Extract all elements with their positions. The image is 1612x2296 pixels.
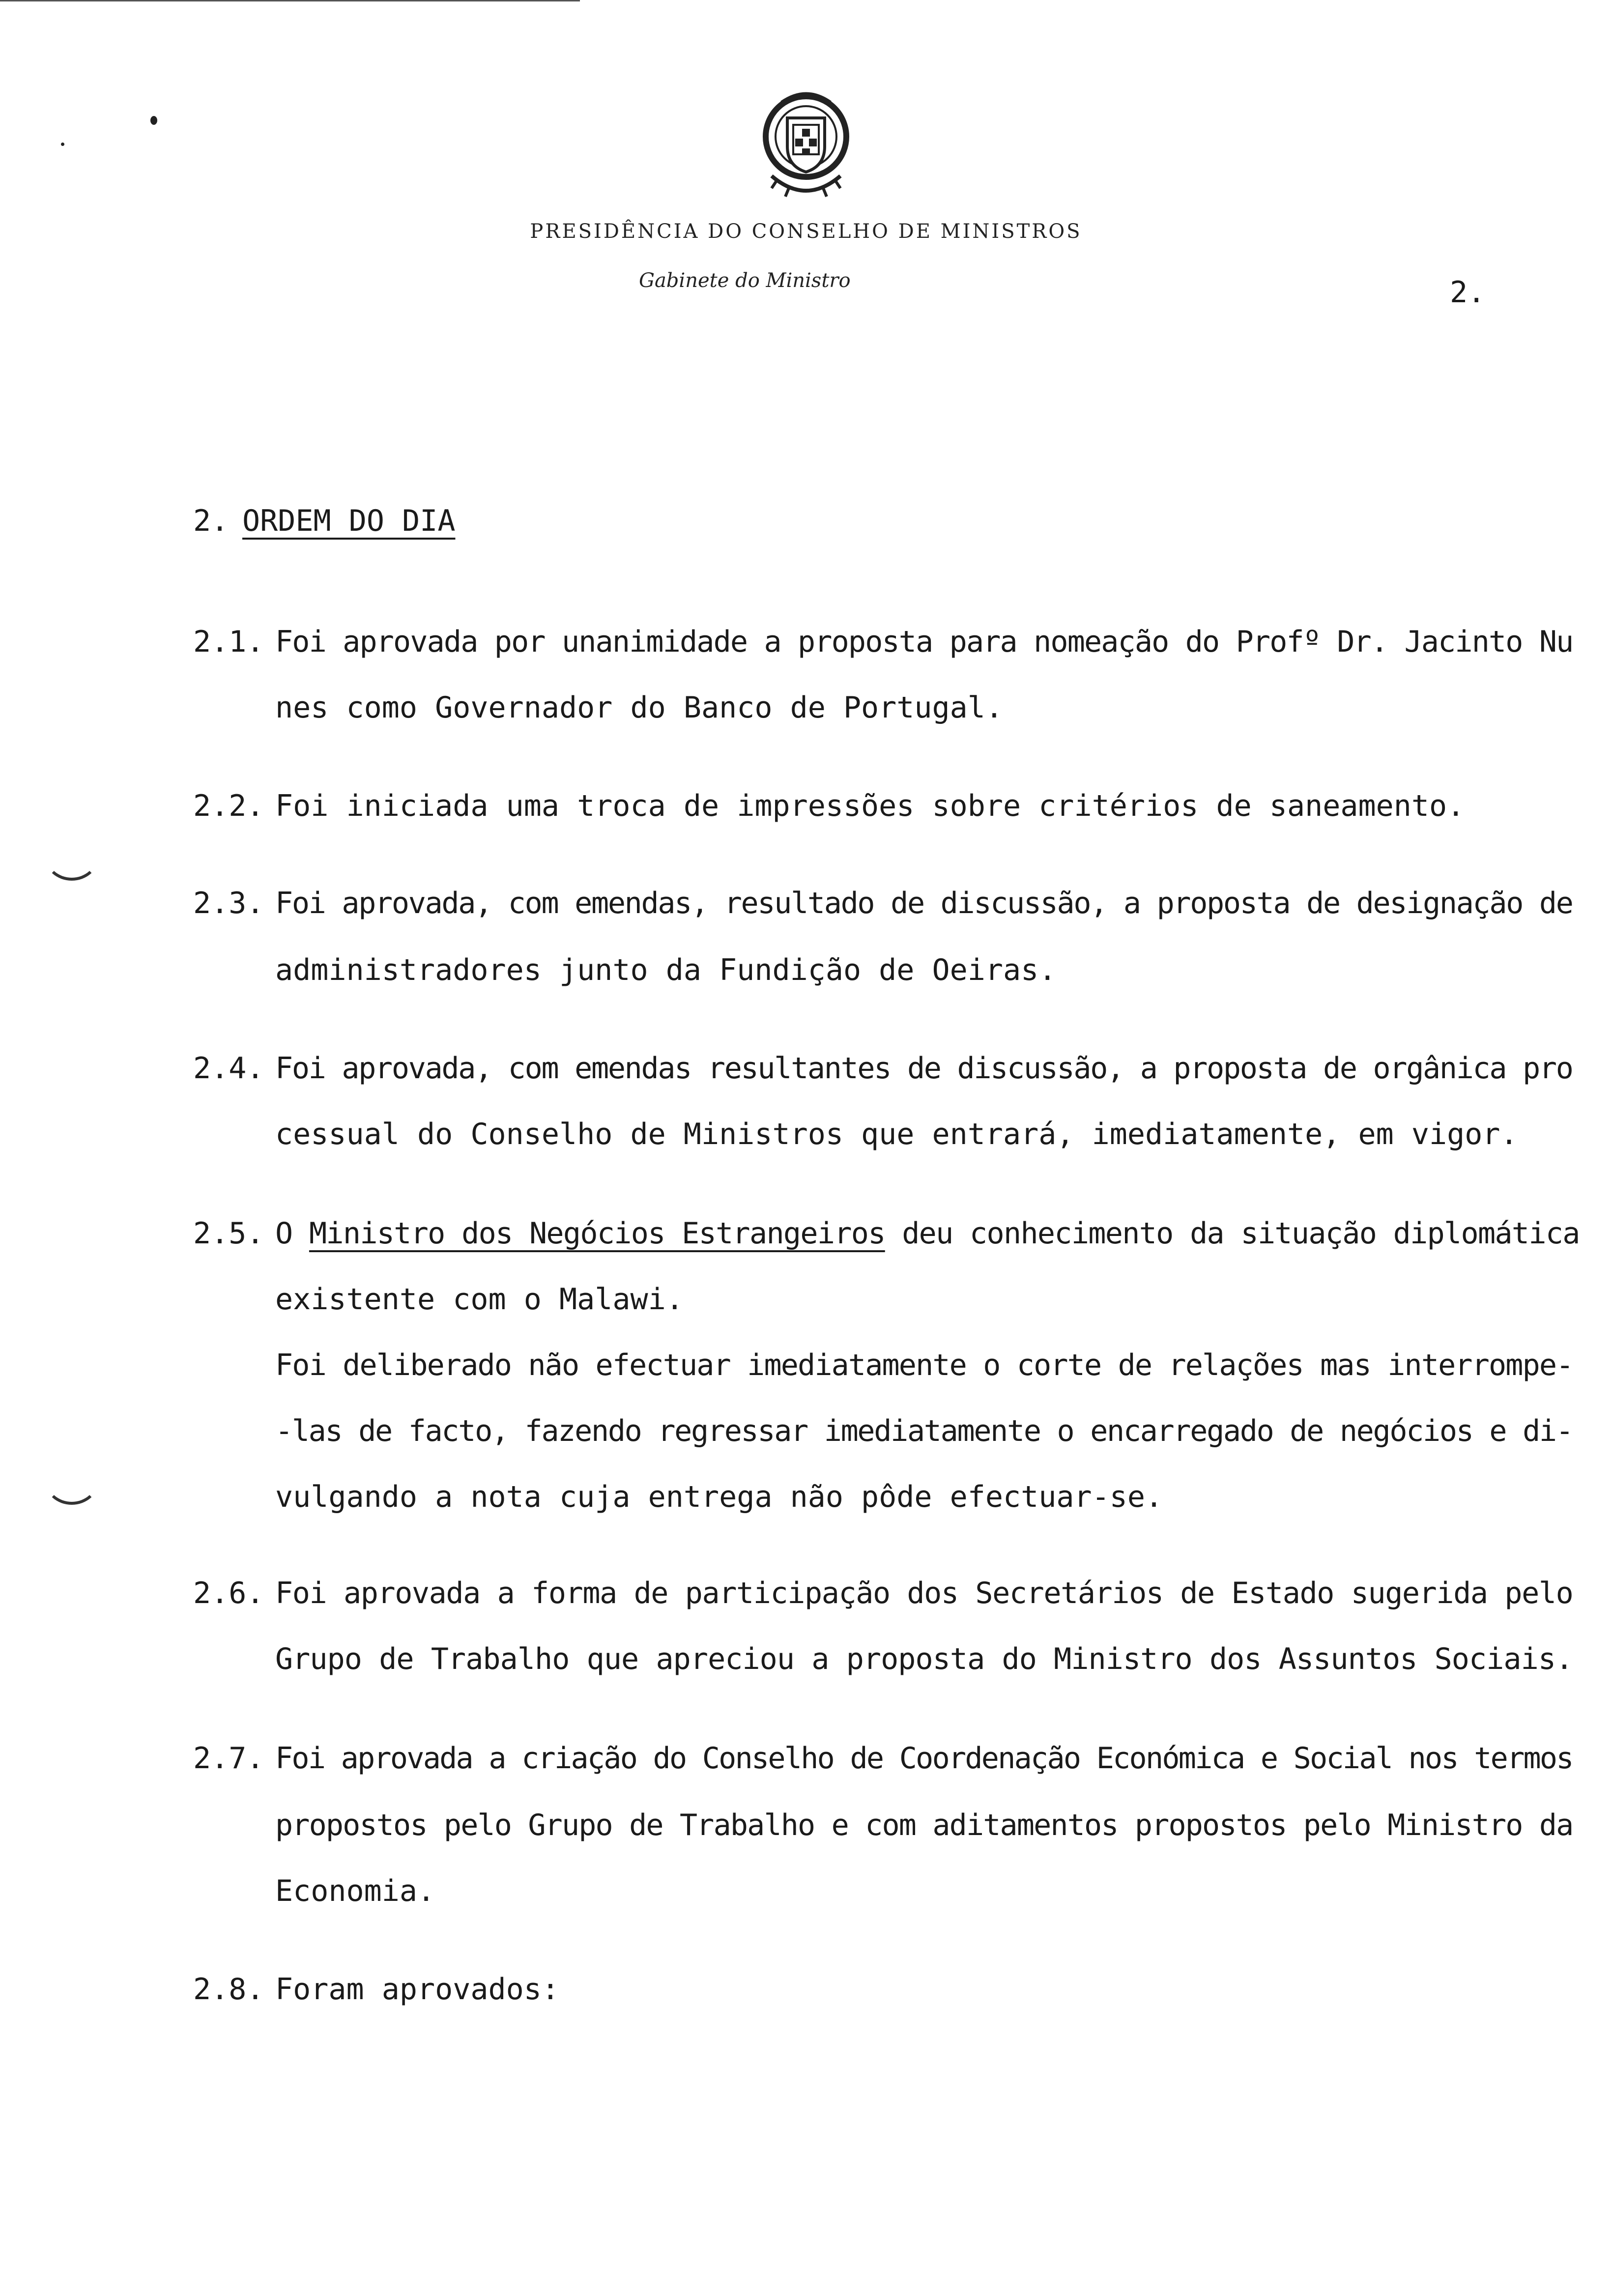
page-number: 2.: [1450, 275, 1486, 310]
item-text-line: [275, 1216, 1580, 1251]
item-text-line: existente com o Malawi.: [275, 1282, 684, 1317]
item-text-line: -las de facto, fazendo regressar imediatamente o encarregado de negócios e di-: [275, 1414, 1573, 1448]
item-text-line: Grupo de Trabalho que apreciou a proposta do Ministro dos Assuntos Sociais.: [275, 1642, 1573, 1676]
item-text-line: Foi iniciada uma troca de impressões sobre critérios de saneamento.: [275, 789, 1465, 823]
item-lead-rest: deu conhecimento da situação diplomática: [902, 1216, 1580, 1251]
item-text-line: Foi aprovada, com emendas, resultado de discussão, a proposta de designação de: [275, 886, 1573, 920]
scan-speck: [150, 116, 157, 125]
item-text-line: Foi aprovada, com emendas resultantes de discussão, a proposta de orgânica pro: [275, 1051, 1573, 1086]
item-text-line: cessual do Conselho de Ministros que entrará, imediatamente, em vigor.: [275, 1117, 1518, 1151]
item-text-line: Foi aprovada a forma de participação dos Secretários de Estado sugerida pelo: [275, 1576, 1573, 1610]
item-number: 2.7.: [193, 1741, 264, 1776]
item-text-line: Foram aprovados:: [275, 1972, 559, 2007]
item-number: 2.8.: [193, 1972, 264, 2007]
section-title: ORDEM DO DIA: [242, 504, 456, 538]
top-edge-rule: [0, 0, 580, 1]
ministry-header-title: PRESIDÊNCIA DO CONSELHO DE MINISTROS: [530, 220, 1082, 243]
item-number: 2.2.: [193, 789, 264, 823]
item-number: 2.5.: [193, 1216, 264, 1251]
item-number: 2.1.: [193, 625, 264, 659]
office-subtitle: Gabinete do Ministro: [639, 269, 851, 292]
punch-hole-mark: [44, 1455, 99, 1505]
item-text-line: administradores junto da Fundição de Oeiras.: [275, 953, 1057, 987]
item-text-line: Foi deliberado não efectuar imediatamente o corte de relações mas interrompe-: [275, 1348, 1573, 1382]
item-number: 2.6.: [193, 1576, 264, 1610]
item-text-line: Foi aprovada a criação do Conselho de Coordenação Económica e Social nos termos: [275, 1741, 1573, 1776]
item-lead-word: O: [275, 1216, 292, 1251]
item-text-line: propostos pelo Grupo de Trabalho e com aditamentos propostos pelo Ministro da: [275, 1808, 1573, 1842]
coat-of-arms-emblem: [742, 87, 870, 205]
item-text-line: vulgando a nota cuja entrega não pôde efectuar-se.: [275, 1480, 1163, 1514]
underlined-ministry-name: Ministro dos Negócios Estrangeiros: [309, 1216, 885, 1251]
section-number: 2.: [193, 504, 229, 538]
scan-speck: [61, 143, 64, 146]
punch-hole-mark: [44, 831, 99, 881]
item-number: 2.4.: [193, 1051, 264, 1086]
item-text-line: Economia.: [275, 1874, 435, 1908]
item-text-line: Foi aprovada por unanimidade a proposta para nomeação do Profº Dr. Jacinto Nu: [275, 625, 1573, 659]
item-text-line: nes como Governador do Banco de Portugal.: [275, 690, 1004, 725]
item-number: 2.3.: [193, 886, 264, 920]
